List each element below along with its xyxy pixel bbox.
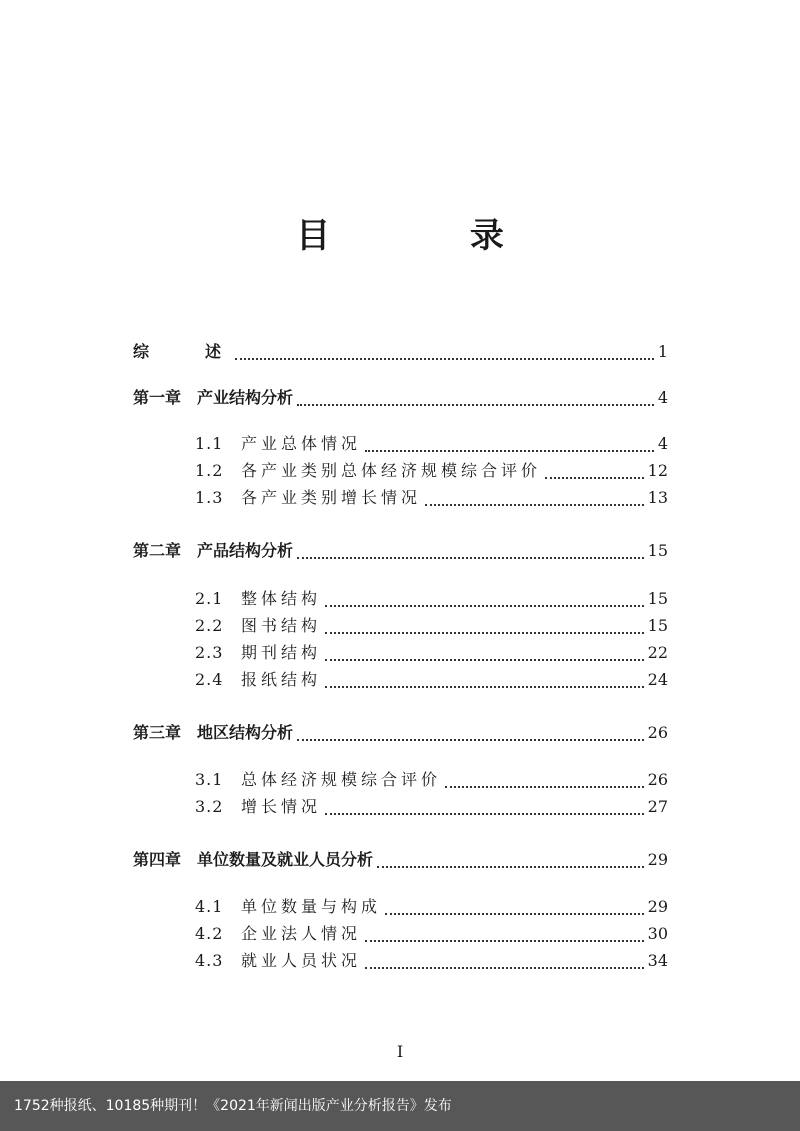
toc-section[interactable] [195,922,668,946]
page-number: 4 [657,434,668,453]
dot-leader [325,591,644,607]
dot-leader [365,926,644,942]
section-title: 整体结构 [241,589,322,608]
page-number: 26 [647,770,668,789]
page-number: 13 [647,488,668,507]
summary-label: 综述 [133,342,278,361]
chapter-label: 第一章 [133,388,182,407]
section-title: 图书结构 [241,616,322,635]
toc-chapter-1[interactable] [133,386,668,410]
page-folio: I [396,1042,404,1061]
page-number: 4 [657,388,668,407]
page-number: 27 [647,797,668,816]
toc-section[interactable] [195,432,668,456]
chapter-title: 单位数量及就业人员分析 [197,850,374,869]
section-title: 产业总体情况 [241,434,362,453]
page-number: 29 [647,850,668,869]
section-number: 3.2 [195,797,224,816]
section-title: 单位数量与构成 [241,897,382,916]
dot-leader [325,645,644,661]
section-number: 2.4 [195,670,224,689]
section-number: 4.2 [195,924,224,943]
toc-section[interactable] [195,486,668,510]
chapter-title: 产业结构分析 [197,388,294,407]
section-title: 总体经济规模综合评价 [241,770,442,789]
toc-section[interactable] [195,587,668,611]
caption-bar [0,1081,800,1131]
section-title: 期刊结构 [241,643,322,662]
dot-leader [445,772,644,788]
chapter-label: 第四章 [133,850,182,869]
dot-leader [377,852,644,868]
section-number: 2.1 [195,589,224,608]
dot-leader [325,799,644,815]
page-number: 24 [647,670,668,689]
dot-leader [365,953,644,969]
section-title: 企业法人情况 [241,924,362,943]
section-number: 4.3 [195,951,224,970]
dot-leader [365,436,654,452]
dot-leader [297,390,654,406]
toc-chapter-2[interactable] [133,539,668,563]
section-title: 各产业类别总体经济规模综合评价 [241,461,542,480]
toc-chapter-3[interactable] [133,721,668,745]
dot-leader [425,490,644,506]
page-number: 1 [657,342,668,361]
chapter-label: 第二章 [133,541,182,560]
section-title: 报纸结构 [241,670,322,689]
section-number: 4.1 [195,897,224,916]
section-title: 各产业类别增长情况 [241,488,422,507]
chapter-label: 第三章 [133,723,182,742]
toc-section[interactable] [195,949,668,973]
page-number: 34 [647,951,668,970]
toc-title: 目 录 [296,216,568,256]
dot-leader [297,725,644,741]
dot-leader [545,463,644,479]
section-title: 就业人员状况 [241,951,362,970]
section-number: 2.2 [195,616,224,635]
page-number: 29 [647,897,668,916]
dot-leader [385,899,644,915]
section-number: 3.1 [195,770,224,789]
toc-section[interactable] [195,459,668,483]
chapter-title: 地区结构分析 [197,723,294,742]
toc-chapter-4[interactable] [133,848,668,872]
page-number: 15 [647,589,668,608]
page-number: 15 [647,616,668,635]
chapter-title: 产品结构分析 [197,541,294,560]
section-number: 1.1 [195,434,224,453]
toc-section[interactable] [195,641,668,665]
dot-leader [297,543,644,559]
toc-section[interactable] [195,768,668,792]
page-number: 12 [647,461,668,480]
dot-leader [235,344,654,360]
caption-text: 1752种报纸、10185种期刊！《2021年新闻出版产业分析报告》发布 [14,1098,452,1114]
section-title: 增长情况 [241,797,322,816]
toc-summary[interactable] [133,340,668,364]
section-number: 1.2 [195,461,224,480]
toc-section[interactable] [195,614,668,638]
page-number: 30 [647,924,668,943]
page-number: 26 [647,723,668,742]
toc-section[interactable] [195,668,668,692]
dot-leader [325,618,644,634]
toc-section[interactable] [195,895,668,919]
page-number: 22 [647,643,668,662]
toc-section[interactable] [195,795,668,819]
section-number: 2.3 [195,643,224,662]
dot-leader [325,672,644,688]
page-number: 15 [647,541,668,560]
section-number: 1.3 [195,488,224,507]
